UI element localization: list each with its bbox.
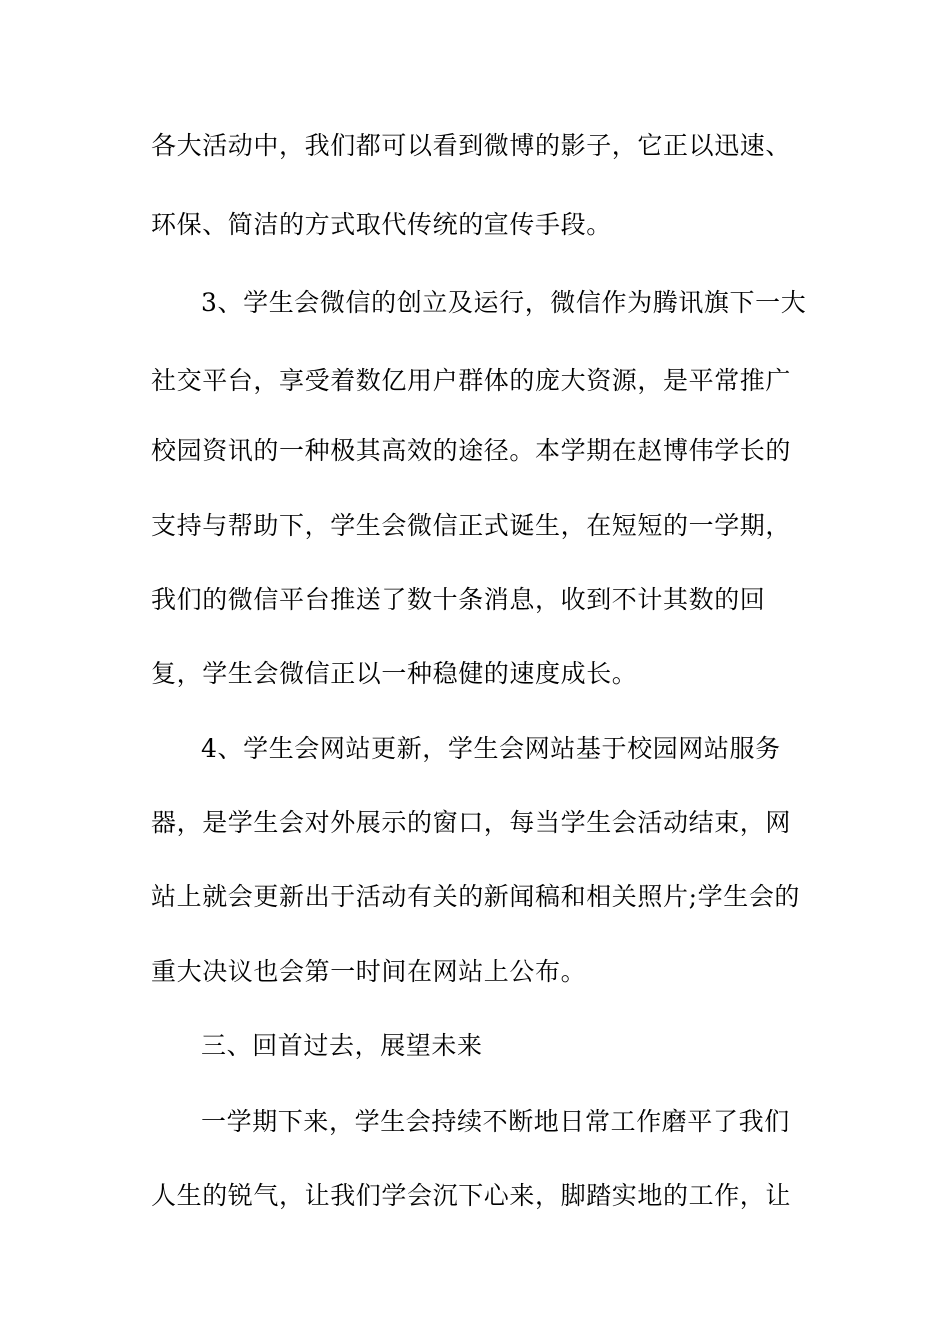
text-line: 社交平台，享受着数亿用户群体的庞大资源，是平常推广 [151,366,792,395]
text-line: 校园资讯的一种极其高效的途径。本学期在赵博伟学长的 [151,436,792,465]
text-line: 器，是学生会对外展示的窗口，每当学生会活动结束，网 [151,808,792,837]
text-line: 复，学生会微信正以一种稳健的速度成长。 [151,659,638,688]
section-heading: 三、回首过去，展望未来 [201,1031,483,1060]
text-line: 人生的锐气，让我们学会沉下心来，脚踏实地的工作，让 [151,1181,792,1210]
text-line: 我们的微信平台推送了数十条消息，收到不计其数的回 [151,585,766,614]
text-line: 各大活动中，我们都可以看到微博的影子，它正以迅速、 [151,131,792,160]
text-line: 重大决议也会第一时间在网站上公布。 [151,957,587,986]
text-line: 环保、简洁的方式取代传统的宣传手段。 [151,210,612,239]
text-line: 站上就会更新出于活动有关的新闻稿和相关照片;学生会的 [151,882,801,911]
text-line: 一学期下来，学生会持续不断地日常工作磨平了我们 [201,1107,790,1136]
text-line: 3、学生会微信的创立及运行，微信作为腾讯旗下一大 [201,288,807,317]
text-line: 支持与帮助下，学生会微信正式诞生，在短短的一学期， [151,511,792,540]
text-line: 4、学生会网站更新，学生会网站基于校园网站服务 [201,734,781,763]
